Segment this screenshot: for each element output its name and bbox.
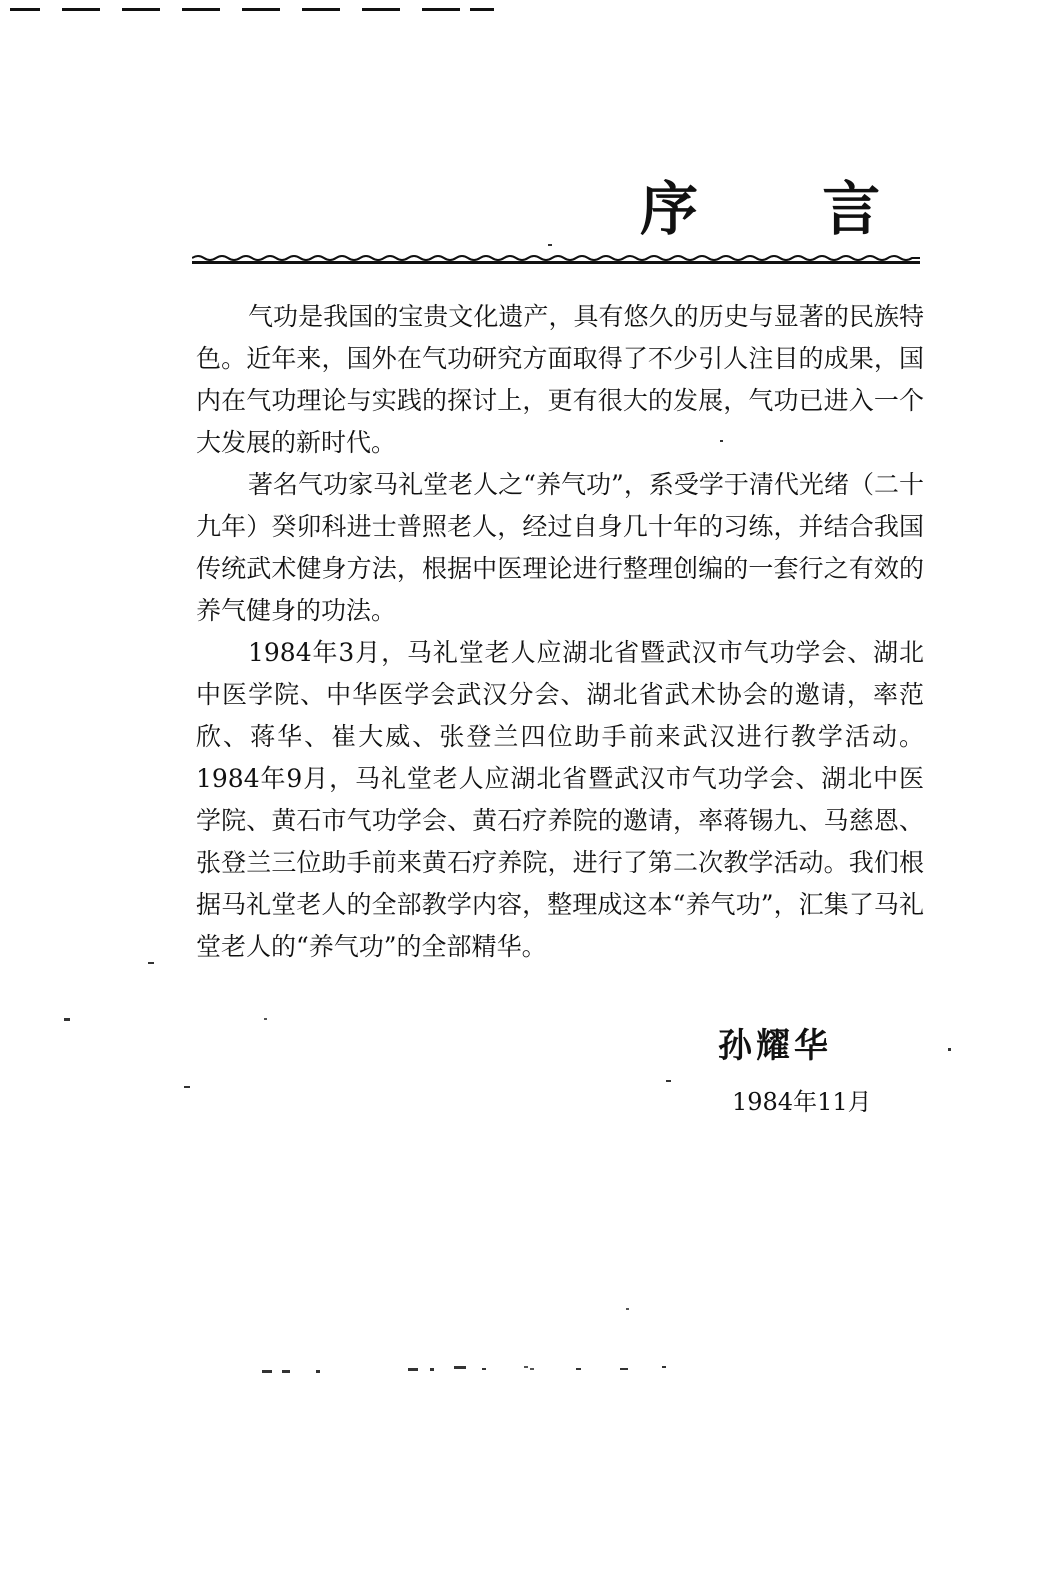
paragraph-3: 1984年3月，马礼堂老人应湖北省暨武汉市气功学会、湖北中医学院、中华医学会武汉分会、湖北省武术协会的邀请，率范欣、蒋华、崔大威、张登兰四位助手前来武汉进行教学活动。1984年9月，马礼堂老人应湖北省暨武汉市气功学会、湖北中医学院、黄石市气功学会、黄石疗养院的邀请，率蒋锡九、马慈恩、张登兰三位助手前来黄石疗养院，进行了第二次教学活动。我们根据马礼堂老人的全部教学内容，整理成这本“养气功”，汇集了马礼堂老人的“养气功”的全部精华。 xyxy=(196,638,924,961)
preface-body xyxy=(196,296,924,968)
paragraph-2: 著名气功家马礼堂老人之“养气功”，系受学于清代光绪（二十九年）癸卯科进士普照老人，经过自身几十年的习练，并结合我国传统武术健身方法，根据中医理论进行整理创编的一套行之有效的养气健身的功法。 xyxy=(196,470,924,625)
decorative-rule xyxy=(192,252,920,266)
author-signature: 孙耀华 xyxy=(718,1026,832,1066)
signature-date: 1984年11月 xyxy=(732,1088,872,1116)
page-title: 序 言 xyxy=(640,175,933,243)
paragraph-1: 气功是我国的宝贵文化遗产，具有悠久的历史与显著的民族特色。近年来，国外在气功研究方面取得了不少引人注目的成果，国内在气功理论与实践的探讨上，更有很大的发展，气功已进入一个大发展的新时代。 xyxy=(196,302,924,457)
top-edge-marks xyxy=(0,8,500,14)
